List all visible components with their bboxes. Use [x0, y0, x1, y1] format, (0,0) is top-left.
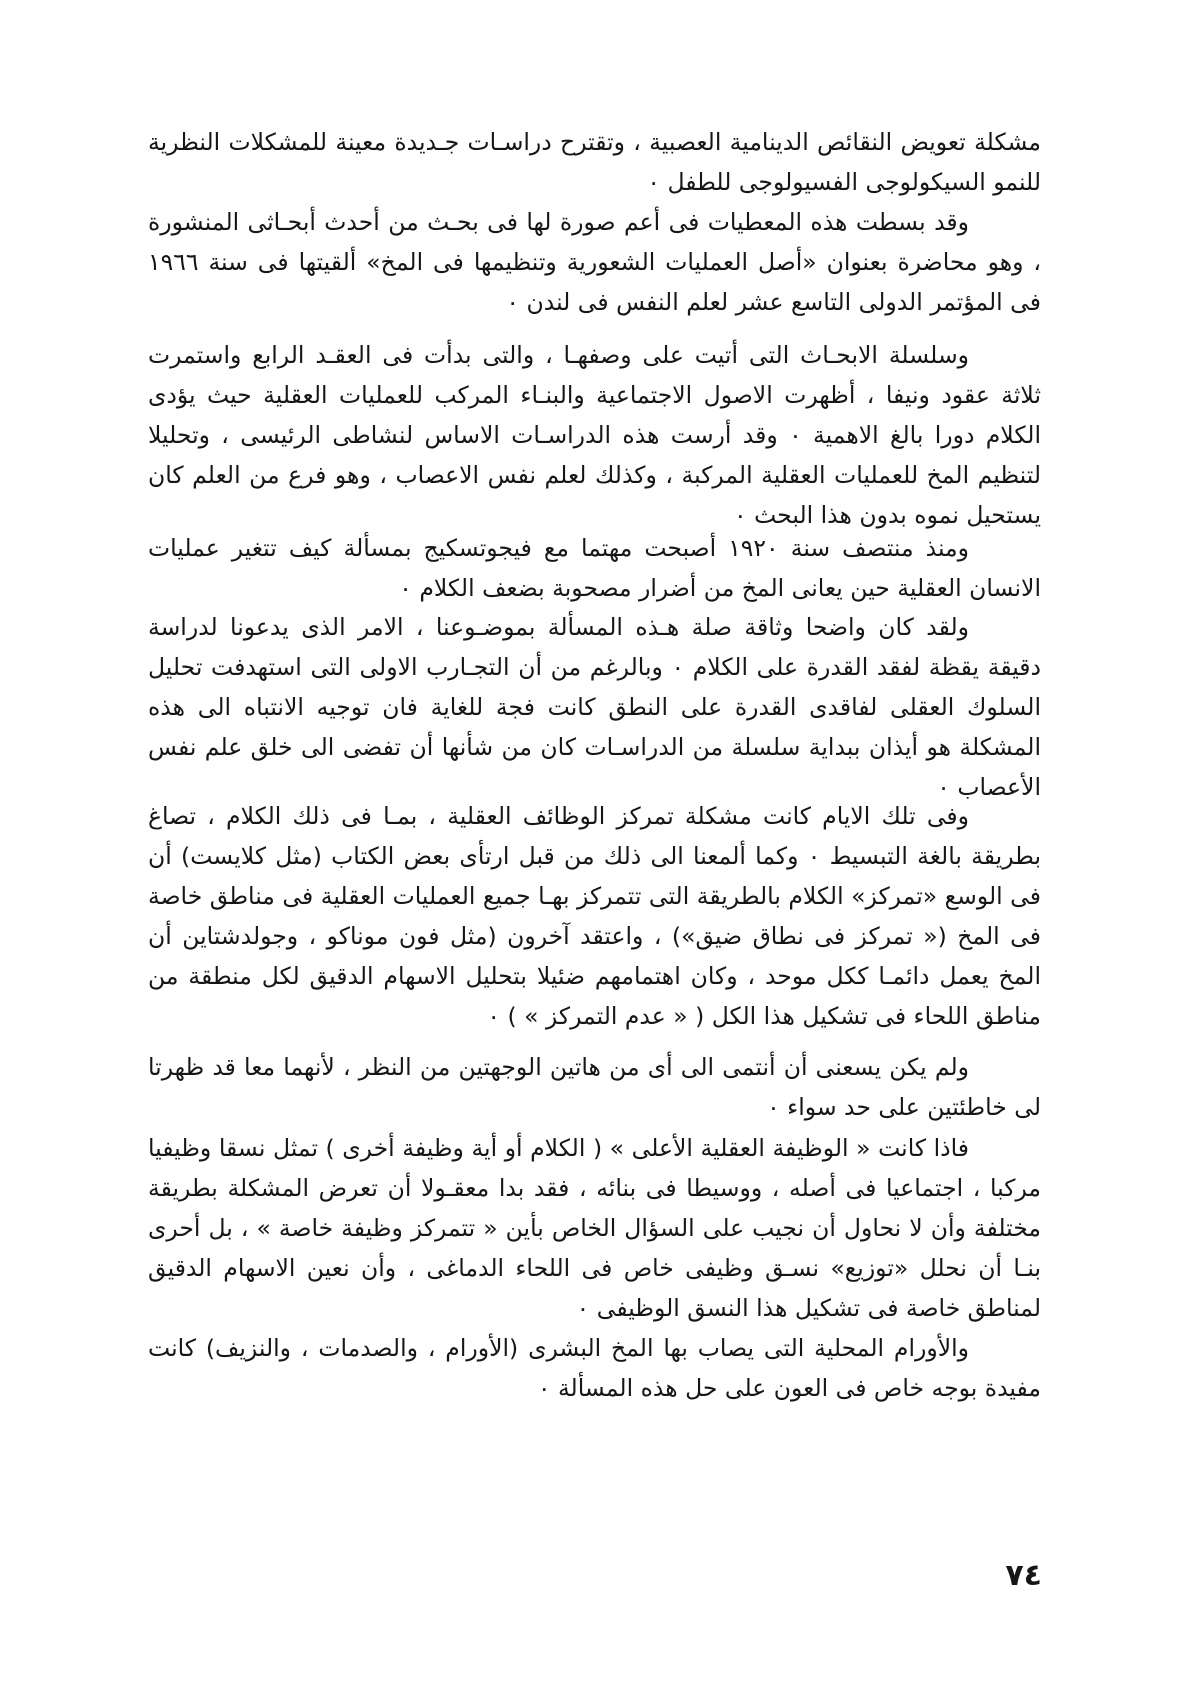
paragraph-text: والأورام المحلية التى يصاب بها المخ البشرى (الأورام ، والصدمات ، والنزيف) كانت مفيدة بوجه خاص فى العون على حل هذه المسألة ٠ [148, 1334, 1041, 1402]
paragraph-text: ومنذ منتصف سنة ١٩٢٠ أصبحت مهتما مع فيجوتسكيج بمسألة كيف تتغير عمليات الانسان العقلية حين يعانى المخ من أضرار مصحوبة بضعف الكلام ٠ [148, 534, 1041, 602]
paragraph [148, 1047, 1041, 1127]
paragraph-text: وفى تلك الايام كانت مشكلة تمركز الوظائف العقلية ، بمـا فى ذلك الكلام ، تصاغ بطريقة بالغة التبسيط ٠ وكما ألمعنا الى ذلك من قبل ارتأى بعض الكتاب (مثل كلايست) أن فى الوسع «تمركز» الكلام بالطريقة التى تتمركز بهـا جميع العمليات العقلية فى مناطق خاصة فى المخ (« تمركز فى نطاق ضيق») ، واعتقد آخرون (مثل فون موناكو ، وجولدشتاين أن المخ يعمل دائمـا ككل موحد ، وكان اهتمامهم ضئيلا بتحليل الاسهام الدقيق لكل منطقة من مناطق اللحاء فى تشكيل هذا الكل ( « عدم التمركز » ) ٠ [148, 802, 1041, 1030]
paragraph [148, 202, 1041, 322]
paragraph [148, 528, 1041, 608]
paragraph-text: وقد بسطت هذه المعطيات فى أعم صورة لها فى بحـث من أحدث أبحـاثى المنشورة ، وهو محاضرة بعنوان «أصل العمليات الشعورية وتنظيمها فى المخ» ألقيتها فى سنة ١٩٦٦ فى المؤتمر الدولى التاسع عشر لعلم النفس فى لندن ٠ [148, 208, 1041, 316]
paragraph [148, 607, 1041, 807]
page-number: ٧٤ [1005, 1558, 1042, 1593]
paragraph-text: وسلسلة الابحـاث التى أتيت على وصفهـا ، والتى بدأت فى العقـد الرابع واستمرت ثلاثة عقود ونيفا ، أظهرت الاصول الاجتماعية والبنـاء المركب للعمليات العقلية حيث يؤدى الكلام دورا بالغ الاهمية ٠ وقد أرست هذه الدراسـات الاساس لنشاطى الرئيسى ، وتحليلا لتنظيم المخ للعمليات العقلية المركبة ، وكذلك لعلم نفس الاعصاب ، وهو فرع من العلم كان يستحيل نموه بدون هذا البحث ٠ [148, 341, 1041, 529]
paragraph [148, 1328, 1041, 1408]
paragraph-text: فاذا كانت « الوظيفة العقلية الأعلى » ( الكلام أو أية وظيفة أخرى ) تمثل نسقا وظيفيا مركبا ، اجتماعيا فى أصله ، ووسيطا فى بنائه ، فقد بدا معقـولا أن تعرض المشكلة بطريقة مختلفة وأن لا نحاول أن نجيب على السؤال الخاص بأين « تتمركز وظيفة خاصة » ، بل أحرى بنـا أن نحلل «توزيع» نسـق وظيفى خاص فى اللحاء الدماغى ، وأن نعين الاسهام الدقيق لمناطق خاصة فى تشكيل هذا النسق الوظيفى ٠ [148, 1134, 1041, 1322]
paragraph [148, 335, 1041, 535]
paragraph-text: ولقد كان واضحا وثاقة صلة هـذه المسألة بموضـوعنا ، الامر الذى يدعونا لدراسة دقيقة يقظة لفقد القدرة على الكلام ٠ وبالرغم من أن التجـارب الاولى التى استهدفت تحليل السلوك العقلى لفاقدى القدرة على النطق كانت فجة للغاية فان توجيه الانتباه الى هذه المشكلة هو أيذان ببداية سلسلة من الدراسـات كان من شأنها أن تفضى الى خلق علم نفس الأعصاب ٠ [148, 613, 1042, 801]
paragraph [148, 796, 1041, 1036]
paragraph [148, 122, 1041, 202]
paragraph [148, 1128, 1041, 1328]
paragraph-text: مشكلة تعويض النقائص الدينامية العصبية ، وتقترح دراسـات جـديدة معينة للمشكلات النظرية للنمو السيكولوجى الفسيولوجى للطفل ٠ [148, 128, 1041, 196]
paragraph-text: ولم يكن يسعنى أن أنتمى الى أى من هاتين الوجهتين من النظر ، لأنهما معا قد ظهرتا لى خاطئتين على حد سواء ٠ [148, 1053, 1041, 1121]
